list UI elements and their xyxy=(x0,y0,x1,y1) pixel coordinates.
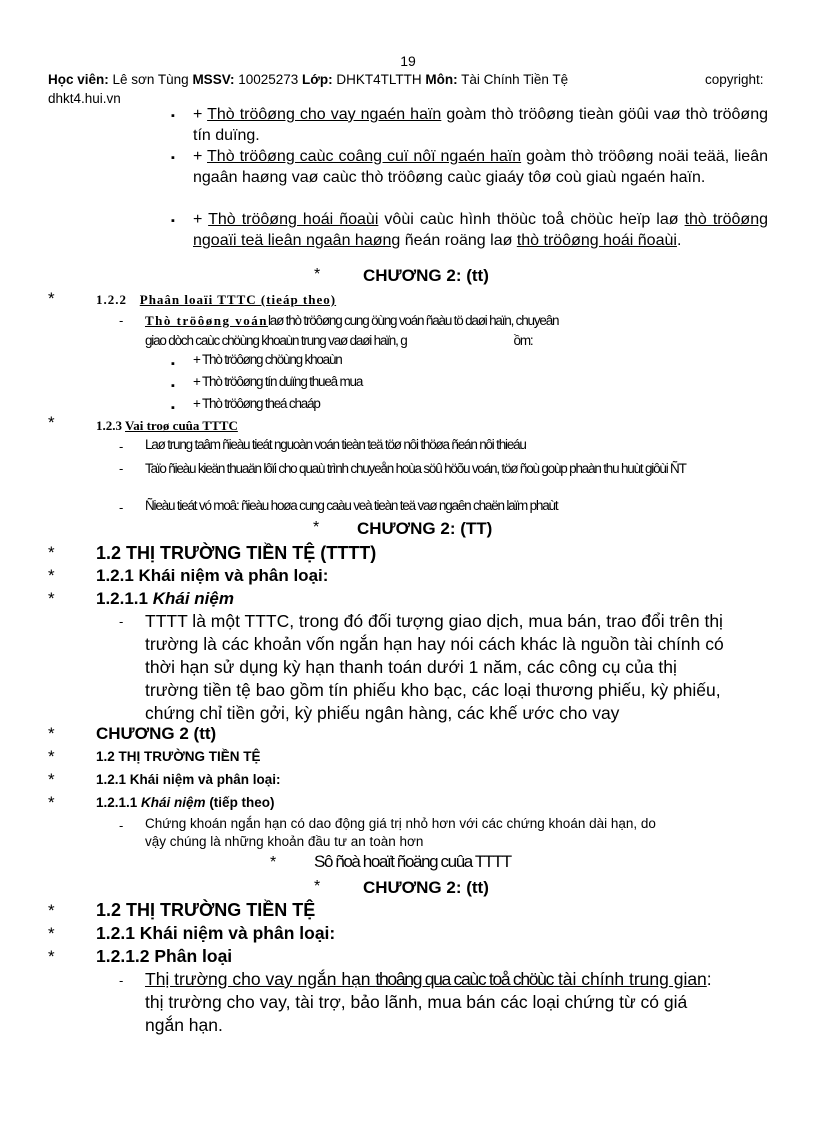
header-subject: Tài Chính Tiền Tệ xyxy=(457,72,569,87)
list-item: Thị trường cho vay ngắn hạn thoâng qua caùc toå chöùc tài chính trung gian: thị trường cho vay, tài trợ, bảo lãnh, mua bán các loại chứng từ có giá ngắn hạn. xyxy=(145,969,712,1035)
star-icon: * xyxy=(48,413,55,432)
star-icon: * xyxy=(48,747,55,766)
document-header xyxy=(48,70,788,108)
slide-title: CHƯƠNG 2: (tt) xyxy=(363,878,489,897)
bullet-icon: ▪ xyxy=(171,380,175,392)
slide-title: CHƯƠNG 2: (tt) xyxy=(363,266,489,285)
list-item: + Thò tröôøng cho vay ngaén haïn goàm thò tröôøng tieàn göûi vaø thò tröôøng tín duïng. xyxy=(193,106,769,144)
star-icon: * xyxy=(314,266,321,283)
diagram-caption: Sô ñoà hoaït ñoäng cuûa TTTT xyxy=(314,852,511,871)
header-label-subject: Môn: xyxy=(425,72,458,87)
header-class: DHKT4TLTTH xyxy=(332,72,426,87)
dash-icon: - xyxy=(119,818,124,833)
section-heading: 1.2.1 Khái niệm và phân loại: xyxy=(96,772,281,787)
header-copyright: copyright: xyxy=(705,72,764,87)
list-item: TTTT là một TTTC, trong đó đối tượng giao dịch, mua bán, trao đổi trên thị trường là các khoản vốn ngắn hạn hay nói cách khác là nguồn tài chính có thời hạn sử dụng kỳ hạn thanh toán dưới 1 năm, các công cụ của thị trường tiền tệ bao gồm tín phiếu kho bạc, các loại thương phiếu, kỳ phiếu, chứng chỉ tiền gởi, kỳ phiếu ngân hàng, các khế ước cho vay xyxy=(145,611,724,723)
header-label-student: Học viên: xyxy=(48,72,109,87)
star-icon: * xyxy=(48,543,55,562)
header-site: dhkt4.hui.vn xyxy=(48,91,121,106)
bullet-icon: ▪ xyxy=(171,215,175,227)
star-icon: * xyxy=(48,770,55,789)
list-item: + Thò tröôøng caùc coâng cuï nôï ngaén haïn goàm thò tröôøng noäi teää, lieân ngaân haøng vaø caùc thò tröôøng caùc giaáy tôø coù giaù ngaén haïn. xyxy=(193,148,769,186)
star-icon: * xyxy=(48,589,55,608)
star-icon: * xyxy=(48,724,55,743)
section-heading: 1.2 THỊ TRƯỜNG TIỀN TỆ (TTTT) xyxy=(96,543,377,563)
list-item: Laø trung taâm ñieàu tieát nguoàn voán tieàn teä töø nôi thöøa ñeán nôi thieáu xyxy=(145,437,526,452)
star-icon: * xyxy=(270,854,277,871)
list-item: Thò tröôøng voánlaø thò tröôøng cung öùng voán ñaàu tö daøi haïn, chuyeân giao dòch caùc chöùng khoaùn trung vaø daøi haïn, g ồm: xyxy=(145,313,559,348)
section-heading: 1.2.3 Vai troø cuûa TTTC xyxy=(96,418,238,433)
header-label-id: MSSV: xyxy=(192,72,235,87)
section-heading: 1.2 THỊ TRƯỜNG TIỀN TỆ xyxy=(96,900,316,920)
star-icon: * xyxy=(48,289,55,308)
section-heading: 1.2 THỊ TRƯỜNG TIỀN TỆ xyxy=(96,749,261,764)
star-icon: * xyxy=(48,924,55,943)
star-icon: * xyxy=(314,878,321,895)
section-heading: 1.2.1 Khái niệm và phân loại: xyxy=(96,923,336,943)
slide-title: CHƯƠNG 2: (TT) xyxy=(357,519,493,538)
star-icon: * xyxy=(48,947,55,966)
section-heading: 1.2.1.2 Phân loại xyxy=(96,946,233,966)
section-heading: 1.2.1.1 Khái niệm (tiếp theo) xyxy=(96,795,275,810)
section-heading: 1.2.1 Khái niệm và phân loại: xyxy=(96,566,329,585)
list-item: Ñieàu tieát vó moâ: ñieàu hoøa cung caàu veà tieàn teä vaø ngaên chaën laïm phaùt xyxy=(145,498,558,513)
star-icon: * xyxy=(48,901,55,920)
bullet-icon: ▪ xyxy=(171,110,175,122)
star-icon: * xyxy=(48,566,55,585)
dash-icon: - xyxy=(119,439,124,454)
list-item: Taïo ñieàu kieän thuaän lôïi cho quaù trình chuyeån hoùa söû höõu voán, töø ñoù goùp phaàn thu huùt giôùi ÑT xyxy=(145,461,686,476)
star-icon: * xyxy=(313,519,320,536)
dash-icon: - xyxy=(119,614,124,629)
dash-icon: - xyxy=(119,461,124,476)
header-student: Lê sơn Tùng xyxy=(108,72,193,87)
section-heading: 1.2.2 Phaân loaïi TTTC (tieáp theo) xyxy=(96,292,337,307)
list-item: + Thò tröôøng theá chaáp xyxy=(193,396,320,411)
bullet-icon: ▪ xyxy=(171,402,175,414)
list-item: Chứng khoán ngắn hạn có dao động giá trị nhỏ hơn với các chứng khoán dài hạn, do vậy chúng là những khoản đầu tư an toàn hơn xyxy=(145,816,656,849)
dash-icon: - xyxy=(119,500,124,515)
bullet-icon: ▪ xyxy=(171,152,175,164)
section-heading: 1.2.1.1 Khái niệm xyxy=(96,589,234,608)
list-item: + Thò tröôøng tín duïng thueâ mua xyxy=(193,374,363,389)
dash-icon: - xyxy=(119,973,124,988)
header-label-class: Lớp: xyxy=(302,72,333,87)
section-heading: CHƯƠNG 2 (tt) xyxy=(96,724,217,743)
bullet-icon: ▪ xyxy=(171,358,175,370)
star-icon: * xyxy=(48,793,55,812)
dash-icon: - xyxy=(119,313,124,328)
list-item: + Thò tröôøng hoái ñoaùi vôùi caùc hình thöùc toå chöùc heïp laø thò tröôøng ngoaïi teä lieân ngaân haøng ñeán roäng laø thò tröôøng hoái ñoaùi. xyxy=(193,211,768,249)
header-id: 10025273 xyxy=(234,72,303,87)
page-number: 19 xyxy=(400,53,416,69)
list-item: + Thò tröôøng chöùng khoaùn xyxy=(193,352,342,367)
